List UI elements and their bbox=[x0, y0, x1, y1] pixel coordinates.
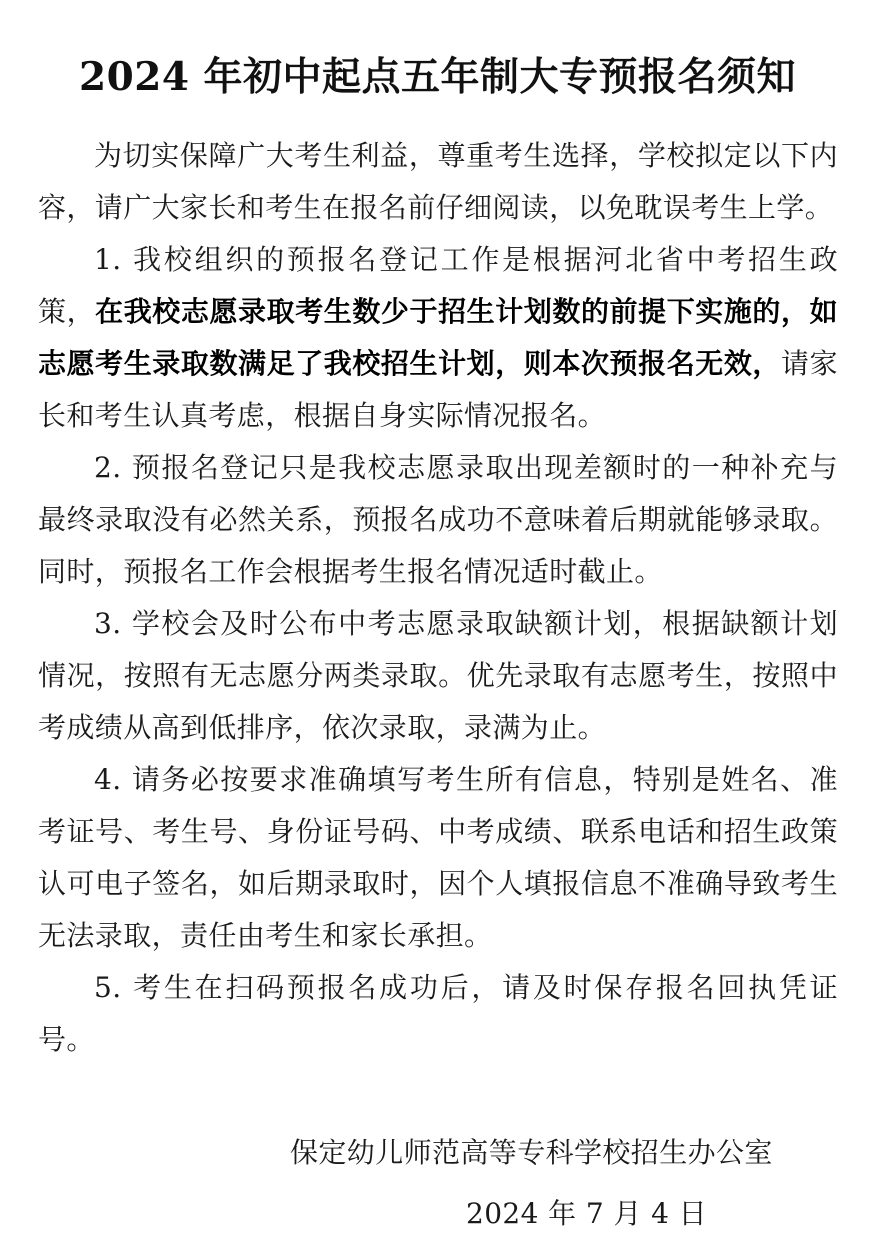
intro-paragraph: 为切实保障广大考生利益，尊重考生选择，学校拟定以下内容，请广大家长和考生在报名前仔细阅读，以免耽误考生上学。 bbox=[38, 139, 838, 224]
item-1-paragraph bbox=[38, 234, 838, 442]
item-1-bold-text: 在我校志愿录取考生数少于招生计划数的前提下实施的，如志愿考生录取数满足了我校招生计划，则本次预报名无效， bbox=[38, 295, 838, 380]
item-2-paragraph: 2. 预报名登记只是我校志愿录取出现差额时的一种补充与最终录取没有必然关系，预报名成功不意味着后期就能够录取。同时，预报名工作会根据考生报名情况适时截止。 bbox=[38, 451, 838, 588]
item-5-paragraph: 5. 考生在扫码预报名成功后，请及时保存报名回执凭证号。 bbox=[38, 971, 838, 1056]
item-1-text-end: 请家长和考生认真考虑，根据自身实际情况报名。 bbox=[38, 347, 838, 432]
document-title: 2024 年初中起点五年制大专预报名须知 bbox=[78, 54, 797, 100]
issue-date: 2024 年 7 月 4 日 bbox=[466, 1197, 707, 1230]
document-body bbox=[38, 130, 838, 1066]
item-1-text-start: 1. 我校组织的预报名登记工作是根据河北省中考招生政策， bbox=[38, 243, 838, 328]
item-3-paragraph: 3. 学校会及时公布中考志愿录取缺额计划，根据缺额计划情况，按照有无志愿分两类录取。优先录取有志愿考生，按照中考成绩从高到低排序，依次录取，录满为止。 bbox=[38, 607, 838, 744]
issuing-office: 保定幼儿师范高等专科学校招生办公室 bbox=[290, 1136, 773, 1169]
item-4-paragraph: 4. 请务必按要求准确填写考生所有信息，特别是姓名、准考证号、考生号、身份证号码、中考成绩、联系电话和招生政策认可电子签名，如后期录取时，因个人填报信息不准确导致考生无法录取，责任由考生和家长承担。 bbox=[38, 763, 838, 952]
